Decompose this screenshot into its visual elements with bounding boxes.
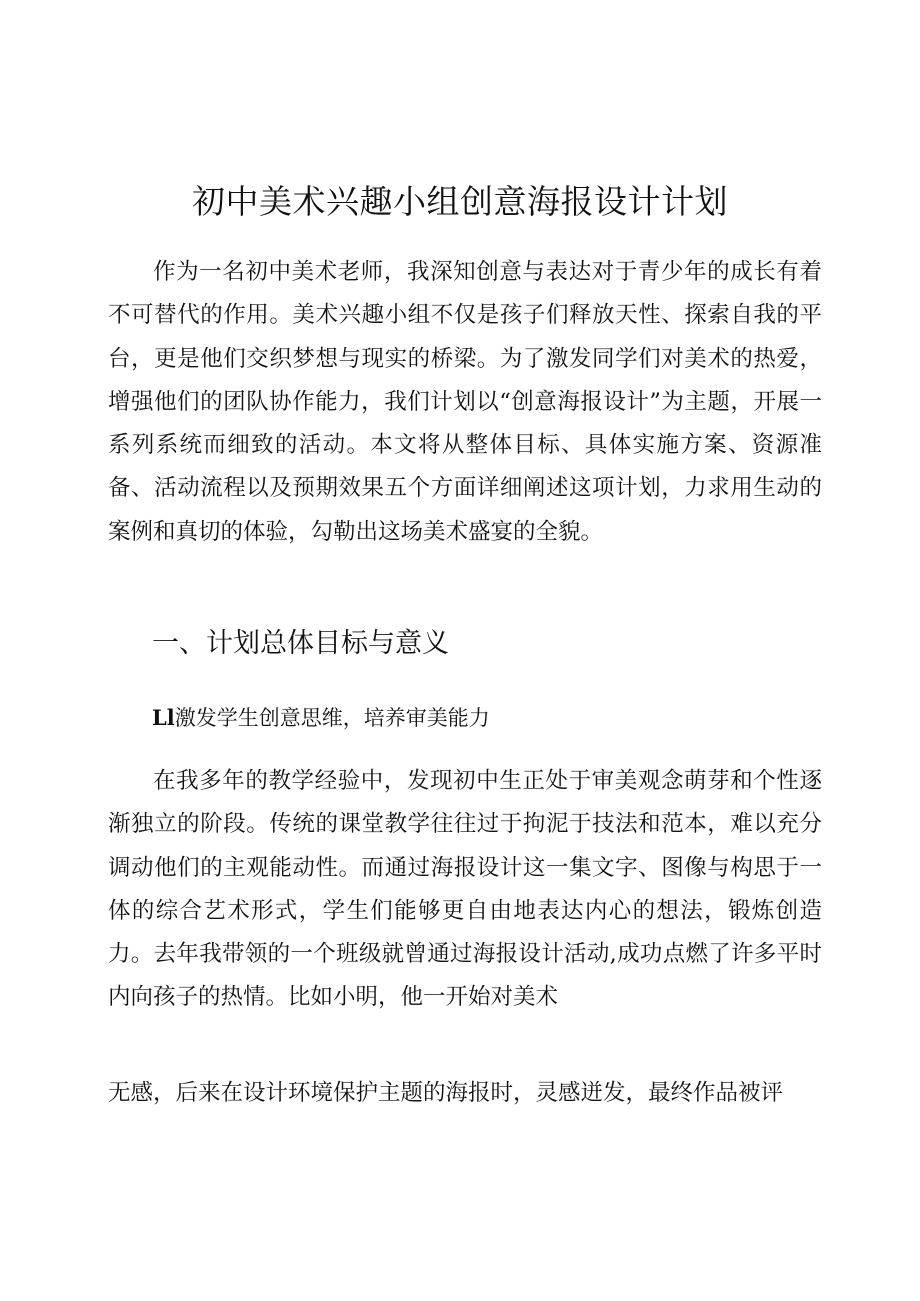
- document-title: 初中美术兴趣小组创意海报设计计划: [192, 182, 728, 221]
- body-paragraph-continued: 无感，后来在设计环境保护主题的海报时，灵感迸发，最终作品被评: [108, 1080, 784, 1106]
- subsection-heading: [152, 700, 490, 736]
- intro-paragraph: 作为一名初中美术老师，我深知创意与表达对于青少年的成长有着不可替代的作用。美术兴趣小组不仅是孩子们释放天性、探索自我的平台，更是他们交织梦想与现实的桥梁。为了激发同学们对美术的热爱，增强他们的团队协作能力，我们计划以“创意海报设计”为主题，开展一系列系统而细致的活动。本文将从整体目标、具体实施方案、资源准备、活动流程以及预期效果五个方面详细阐述这项计划，力求用生动的案例和真切的体验，勾勒出这场美术盛宴的全貌。: [108, 259, 822, 545]
- body-paragraph: 在我多年的教学经验中，发现初中生正处于审美观念萌芽和个性逐渐独立的阶段。传统的课堂教学往往过于拘泥于技法和范本，难以充分调动他们的主观能动性。而通过海报设计这一集文字、图像与构思于一体的综合艺术形式，学生们能够更自由地表达内心的想法，锻炼创造力。去年我带领的一个班级就曾通过海报设计活动,成功点燃了许多平时内向孩子的热情。比如小明，他一开始对美术: [108, 768, 822, 1011]
- subsection-number: Ll: [152, 705, 175, 730]
- subsection-title: 激发学生创意思维，培养审美能力: [174, 706, 490, 730]
- section-heading: 一、计划总体目标与意义: [152, 628, 449, 659]
